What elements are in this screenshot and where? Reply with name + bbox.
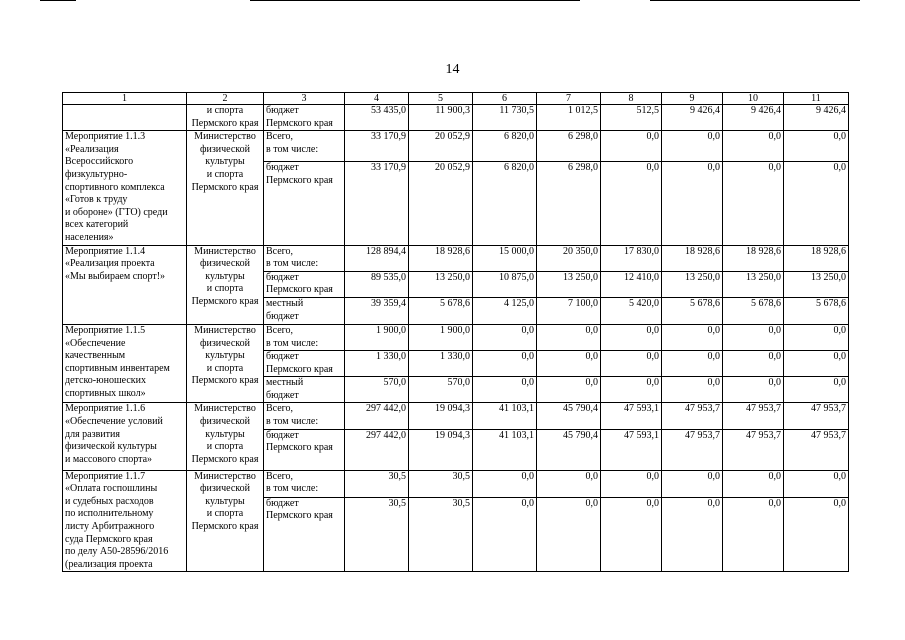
value-cell: 10 875,0 (473, 271, 537, 297)
value-cell: 5 678,6 (662, 297, 723, 324)
measure-cell (63, 105, 187, 131)
measure-title-line: «Обеспечение условий (65, 416, 163, 428)
value-cell: 47 593,1 (601, 429, 662, 470)
executor-line: физической (200, 258, 250, 270)
value-cell: 0,0 (537, 324, 601, 350)
column-number: 3 (264, 93, 345, 105)
column-number: 5 (409, 93, 473, 105)
executor-line: Пермского края (191, 181, 259, 193)
page-top-rule (650, 0, 860, 1)
measure-title-line: Мероприятие 1.1.3 (65, 131, 146, 143)
total-label-line: Всего, (266, 470, 294, 482)
measure-title-line: Мероприятие 1.1.7 (65, 470, 146, 482)
value-cell: 5 678,6 (784, 297, 849, 324)
header-row (63, 93, 849, 105)
executor-line: Министерство (194, 403, 256, 415)
executor-line: и спорта (206, 441, 244, 453)
executor-cell (187, 105, 264, 131)
executor-line: и спорта (206, 105, 244, 116)
value-cell: 1 900,0 (345, 324, 409, 350)
table-row (63, 131, 849, 162)
value-cell: 15 000,0 (473, 245, 537, 271)
source-cell (264, 429, 345, 470)
column-number: 2 (187, 93, 264, 105)
column-number: 8 (601, 93, 662, 105)
value-cell: 19 094,3 (409, 403, 473, 429)
value-cell: 0,0 (784, 470, 849, 497)
value-cell: 0,0 (537, 351, 601, 377)
value-cell: 13 250,0 (409, 271, 473, 297)
executor-line: Пермского края (191, 521, 259, 533)
source-line: бюджет (266, 497, 299, 509)
executor-line: и спорта (206, 508, 244, 520)
value-cell: 18 928,6 (662, 245, 723, 271)
measure-title-line: «Обеспечение (65, 337, 126, 349)
source-cell (264, 377, 345, 403)
executor-line: Министерство (194, 470, 256, 482)
value-cell: 33 170,9 (345, 131, 409, 162)
executor-cell (187, 131, 264, 245)
executor-line: культуры (205, 270, 245, 282)
executor-line: Министерство (194, 131, 256, 143)
value-cell: 512,5 (601, 105, 662, 131)
value-cell: 11 900,3 (409, 105, 473, 131)
column-number: 6 (473, 93, 537, 105)
table-row (63, 105, 849, 131)
value-cell: 47 953,7 (723, 429, 784, 470)
value-cell: 5 678,6 (723, 297, 784, 324)
value-cell: 0,0 (784, 324, 849, 350)
value-cell: 20 350,0 (537, 245, 601, 271)
total-label-line: в том числе: (266, 143, 319, 155)
value-cell: 570,0 (345, 377, 409, 403)
value-cell: 47 953,7 (784, 403, 849, 429)
budget-table (62, 92, 849, 572)
value-cell: 128 894,4 (345, 245, 409, 271)
executor-cell (187, 324, 264, 403)
measure-title-line: «Оплата госпошлины (65, 483, 158, 495)
value-cell: 9 426,4 (662, 105, 723, 131)
value-cell: 47 953,7 (723, 403, 784, 429)
value-cell: 297 442,0 (345, 429, 409, 470)
table-row (63, 245, 849, 271)
value-cell: 0,0 (662, 377, 723, 403)
measure-cell (63, 245, 187, 324)
executor-line: физической (200, 143, 250, 155)
value-cell: 0,0 (784, 131, 849, 162)
column-number: 1 (63, 93, 187, 105)
value-cell: 0,0 (723, 351, 784, 377)
measure-title-line: «Реализация проекта (65, 258, 155, 270)
measure-cell (63, 324, 187, 403)
measure-title-line: качественным (65, 350, 126, 362)
executor-cell (187, 470, 264, 572)
measure-title-line: «Реализация (65, 143, 119, 155)
measure-title-line: и судебных расходов (65, 495, 154, 507)
measure-title-line: «Готов к труду (65, 194, 128, 206)
value-cell: 18 928,6 (409, 245, 473, 271)
total-label-line: Всего, (266, 131, 294, 143)
value-cell: 1 900,0 (409, 324, 473, 350)
value-cell: 0,0 (662, 131, 723, 162)
measure-title-line: всех категорий (65, 219, 129, 231)
executor-line: культуры (205, 350, 245, 362)
measure-title-line: для развития (65, 428, 120, 440)
measure-title-line: спортивного комплекса (65, 181, 165, 193)
total-label-line: Всего, (266, 245, 294, 257)
column-number: 7 (537, 93, 601, 105)
value-cell: 53 435,0 (345, 105, 409, 131)
source-line: бюджет (266, 389, 299, 401)
source-line: Пермского края (266, 174, 333, 186)
value-cell: 20 052,9 (409, 162, 473, 245)
measure-title-line: населения» (65, 231, 114, 243)
value-cell: 6 298,0 (537, 162, 601, 245)
measure-title-line: Мероприятие 1.1.4 (65, 245, 146, 257)
value-cell: 0,0 (723, 162, 784, 245)
value-cell: 13 250,0 (537, 271, 601, 297)
value-cell: 5 678,6 (409, 297, 473, 324)
value-cell: 45 790,4 (537, 429, 601, 470)
value-cell: 297 442,0 (345, 403, 409, 429)
executor-line: культуры (205, 428, 245, 440)
table-row (63, 324, 849, 350)
value-cell: 18 928,6 (723, 245, 784, 271)
source-line: бюджет (266, 162, 299, 174)
value-cell: 0,0 (601, 470, 662, 497)
executor-line: физической (200, 416, 250, 428)
value-cell: 0,0 (473, 377, 537, 403)
source-cell (264, 162, 345, 245)
value-cell: 6 298,0 (537, 131, 601, 162)
measure-cell (63, 403, 187, 470)
value-cell: 9 426,4 (723, 105, 784, 131)
source-line: бюджет (266, 105, 299, 116)
value-cell: 45 790,4 (537, 403, 601, 429)
measure-title-line: спортивных школ» (65, 387, 146, 399)
measure-cell (63, 470, 187, 572)
source-cell (264, 403, 345, 429)
source-cell (264, 245, 345, 271)
value-cell: 30,5 (345, 497, 409, 572)
table-row (63, 470, 849, 497)
value-cell: 0,0 (662, 324, 723, 350)
total-label-line: в том числе: (266, 416, 319, 428)
value-cell: 6 820,0 (473, 162, 537, 245)
source-line: местный (266, 377, 304, 389)
value-cell: 0,0 (537, 470, 601, 497)
executor-line: и спорта (206, 283, 244, 295)
value-cell: 20 052,9 (409, 131, 473, 162)
value-cell: 0,0 (473, 470, 537, 497)
total-label-line: Всего, (266, 324, 294, 336)
measure-title-line: листу Арбитражного (65, 521, 155, 533)
value-cell: 41 103,1 (473, 429, 537, 470)
executor-line: Пермского края (191, 295, 259, 307)
value-cell: 13 250,0 (662, 271, 723, 297)
value-cell: 0,0 (601, 497, 662, 572)
value-cell: 6 820,0 (473, 131, 537, 162)
value-cell: 5 420,0 (601, 297, 662, 324)
value-cell: 39 359,4 (345, 297, 409, 324)
measure-title-line: Всероссийского (65, 156, 134, 168)
column-number: 4 (345, 93, 409, 105)
measure-title-line: суда Пермского края (65, 533, 153, 545)
value-cell: 0,0 (662, 162, 723, 245)
value-cell: 1 330,0 (345, 351, 409, 377)
value-cell: 11 730,5 (473, 105, 537, 131)
value-cell: 0,0 (662, 497, 723, 572)
measure-title-line: физкультурно- (65, 168, 128, 180)
source-cell (264, 324, 345, 350)
value-cell: 0,0 (662, 470, 723, 497)
executor-line: физической (200, 337, 250, 349)
value-cell: 0,0 (784, 497, 849, 572)
source-line: бюджет (266, 310, 299, 322)
value-cell: 0,0 (473, 351, 537, 377)
value-cell: 19 094,3 (409, 429, 473, 470)
executor-line: физической (200, 483, 250, 495)
value-cell: 0,0 (723, 377, 784, 403)
value-cell: 0,0 (723, 497, 784, 572)
source-line: бюджет (266, 429, 299, 441)
value-cell: 0,0 (601, 377, 662, 403)
value-cell: 47 953,7 (662, 403, 723, 429)
executor-line: Пермского края (191, 117, 259, 129)
source-line: Пермского края (266, 117, 333, 129)
column-number: 10 (723, 93, 784, 105)
value-cell: 13 250,0 (723, 271, 784, 297)
value-cell: 30,5 (345, 470, 409, 497)
value-cell: 0,0 (601, 162, 662, 245)
source-line: Пермского края (266, 442, 333, 454)
source-cell (264, 497, 345, 572)
value-cell: 0,0 (784, 377, 849, 403)
value-cell: 0,0 (537, 377, 601, 403)
value-cell: 0,0 (784, 162, 849, 245)
value-cell: 0,0 (723, 470, 784, 497)
value-cell: 0,0 (662, 351, 723, 377)
source-line: Пермского края (266, 363, 333, 375)
value-cell: 47 953,7 (662, 429, 723, 470)
measure-title-line: по делу А50-28596/2016 (65, 546, 169, 558)
measure-title-line: Мероприятие 1.1.5 (65, 324, 146, 336)
column-number: 9 (662, 93, 723, 105)
source-line: бюджет (266, 351, 299, 363)
table-row (63, 403, 849, 429)
value-cell: 7 100,0 (537, 297, 601, 324)
page-number: 14 (445, 62, 460, 77)
value-cell: 0,0 (784, 351, 849, 377)
value-cell: 33 170,9 (345, 162, 409, 245)
measure-title-line: детско-юношеских (65, 375, 146, 387)
measure-title-line: и массового спорта» (65, 453, 153, 465)
value-cell: 1 012,5 (537, 105, 601, 131)
source-line: бюджет (266, 271, 299, 283)
value-cell: 30,5 (409, 470, 473, 497)
executor-line: и спорта (206, 168, 244, 180)
measure-title-line: физической культуры (65, 441, 157, 453)
measure-title-line: Мероприятие 1.1.6 (65, 403, 146, 415)
column-number: 11 (784, 93, 849, 105)
value-cell: 4 125,0 (473, 297, 537, 324)
total-label-line: в том числе: (266, 258, 319, 270)
executor-line: и спорта (206, 362, 244, 374)
value-cell: 41 103,1 (473, 403, 537, 429)
source-cell (264, 105, 345, 131)
value-cell: 13 250,0 (784, 271, 849, 297)
value-cell: 30,5 (409, 497, 473, 572)
total-label-line: в том числе: (266, 337, 319, 349)
source-line: Пермского края (266, 284, 333, 296)
value-cell: 12 410,0 (601, 271, 662, 297)
value-cell: 0,0 (537, 497, 601, 572)
source-cell (264, 131, 345, 162)
value-cell: 570,0 (409, 377, 473, 403)
total-label-line: Всего, (266, 403, 294, 415)
executor-line: Министерство (194, 324, 256, 336)
value-cell: 18 928,6 (784, 245, 849, 271)
source-line: Пермского края (266, 510, 333, 522)
page-top-rule (40, 0, 76, 1)
value-cell: 47 593,1 (601, 403, 662, 429)
measure-title-line: спортивным инвентарем (65, 362, 170, 374)
executor-line: Пермского края (191, 375, 259, 387)
value-cell: 0,0 (723, 324, 784, 350)
source-cell (264, 297, 345, 324)
source-line: местный (266, 297, 304, 309)
measure-title-line: по исполнительному (65, 508, 154, 520)
measure-cell (63, 131, 187, 245)
value-cell: 9 426,4 (784, 105, 849, 131)
measure-title-line: «Мы выбираем спорт!» (65, 270, 166, 282)
value-cell: 1 330,0 (409, 351, 473, 377)
value-cell: 0,0 (601, 351, 662, 377)
measure-title-line: (реализация проекта (65, 558, 153, 570)
value-cell: 0,0 (473, 324, 537, 350)
value-cell: 47 953,7 (784, 429, 849, 470)
page-top-rule (250, 0, 580, 1)
executor-line: культуры (205, 156, 245, 168)
source-cell (264, 271, 345, 297)
value-cell: 0,0 (601, 131, 662, 162)
source-cell (264, 351, 345, 377)
total-label-line: в том числе: (266, 483, 319, 495)
value-cell: 0,0 (601, 324, 662, 350)
measure-title-line: и обороне» (ГТО) среди (65, 206, 168, 218)
value-cell: 0,0 (473, 497, 537, 572)
executor-cell (187, 403, 264, 470)
executor-cell (187, 245, 264, 324)
executor-line: культуры (205, 495, 245, 507)
executor-line: Пермского края (191, 453, 259, 465)
executor-line: Министерство (194, 245, 256, 257)
value-cell: 17 830,0 (601, 245, 662, 271)
source-cell (264, 470, 345, 497)
value-cell: 89 535,0 (345, 271, 409, 297)
value-cell: 0,0 (723, 131, 784, 162)
